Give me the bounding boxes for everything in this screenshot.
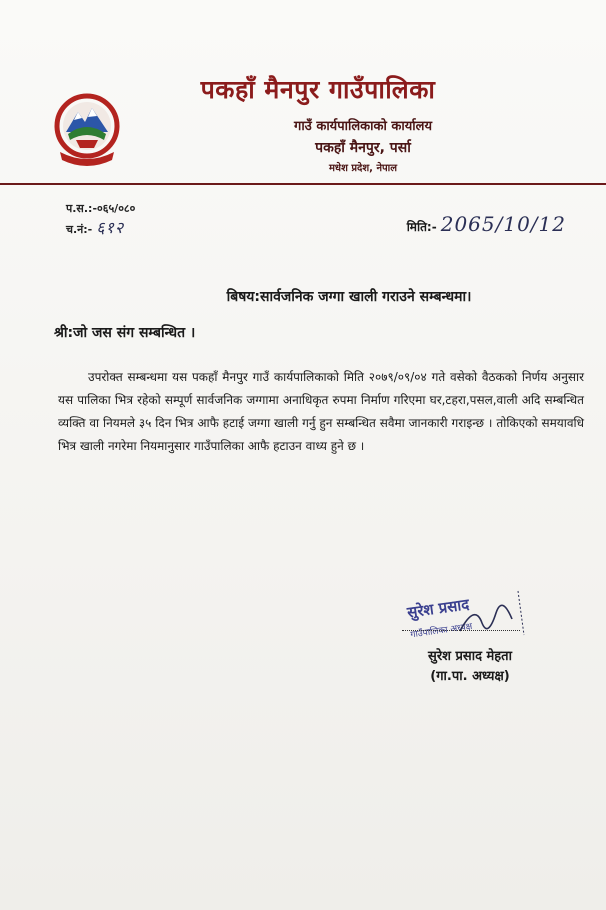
- fiscal-year-line: [66, 201, 135, 216]
- stamp-title: गाउँपालिका अध्यक्ष: [409, 621, 473, 641]
- signatory-name: सुरेश प्रसाद मेहता: [428, 649, 512, 664]
- province-line: मधेश प्रदेश, नेपाल: [328, 163, 398, 174]
- letter-salutation: श्री:जो जस संग सम्बन्धित ।: [54, 325, 196, 341]
- signatory-title: (गा.पा. अध्यक्ष): [430, 669, 510, 684]
- letter-body: [58, 366, 584, 458]
- fiscal-year-value: ०६५/०८०: [97, 202, 136, 215]
- municipality-title: पकहाँ मैनपुर गाउँपालिका: [200, 75, 436, 104]
- dispatch-number-label: च.नं:-: [66, 223, 93, 236]
- letter-subject: बिषय:सार्वजनिक जग्गा खाली गराउने सम्बन्धमा।: [226, 289, 472, 305]
- letterhead-divider: [0, 183, 606, 185]
- body-paragraph: उपरोक्त सम्बन्धमा यस पकहाँ मैनपुर गाउँ कार्यपालिकाको मिति २०७९/०९/०४ गते वसेको वैठकको निर्णय अनुसार यस पालिका भित्र रहेको सम्पूर्ण सार्वजनिक जग्गामा अनाधिकृत रुपमा निर्माण गरिएमा घर,टहरा,पसल,वाली अदि सम्बन्धित व्यक्ति वा नियमले ३५ दिन भित्र आफै हटाई जग्गा खाली गर्नु हुन सम्बन्धित सवैमा जानकारी गराइन्छ । तोकिएको समयावधि भित्र खाली नगरेमा नियमानुसार गाउँपालिका आफै हटाउन वाध्य हुने छ ।: [58, 370, 584, 453]
- signature-stamp: [400, 583, 540, 643]
- dispatch-number-line: [66, 216, 124, 238]
- fiscal-year-label: प.स.:-: [66, 202, 98, 215]
- signature-line: [402, 630, 520, 631]
- office-name: गाउँ कार्यपालिकाको कार्यालय: [294, 119, 432, 134]
- letter-date: [407, 212, 566, 236]
- date-label: मिति:-: [406, 220, 437, 234]
- office-address: पकहाँ मैनपुर, पर्सा: [315, 140, 411, 156]
- dispatch-number-value: ६१२: [96, 218, 125, 237]
- stamp-name: सुरेश प्रसाद: [406, 595, 471, 622]
- date-value: 2065/10/12: [440, 212, 566, 236]
